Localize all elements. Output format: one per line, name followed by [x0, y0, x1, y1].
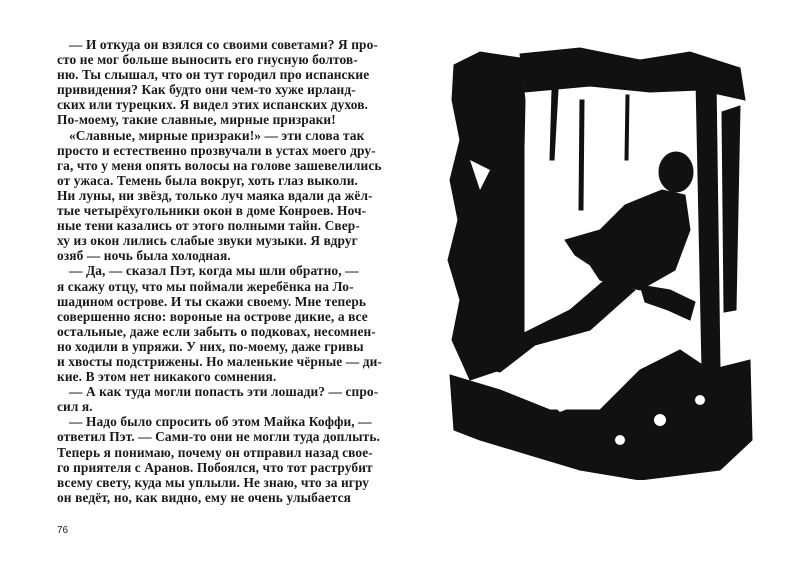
- text-line: сто не мог больше выносить его гнусную болтов-: [57, 52, 358, 68]
- text-line: сил я.: [57, 399, 93, 415]
- text-line: го приятеля с Аранов. Побоялся, что тот раструбит: [57, 459, 373, 475]
- text-line: но ходили в упряжи. У них, по-моему, даже гривы: [57, 338, 364, 354]
- text-line: — И откуда он взялся со своими советами? Я про-: [69, 37, 378, 52]
- page-number: 76: [57, 525, 69, 536]
- text-line: тые четырёхугольники окон в доме Конроев. Ноч-: [57, 203, 367, 219]
- text-line: — Надо было спросить об этом Майка Коффи, —: [69, 414, 372, 430]
- door-post-left: [504, 88, 524, 338]
- text-line: всему свету, куда мы уплыли. Не знаю, что за игру: [57, 474, 370, 490]
- text-line: ные тени казались от этого полными тайн. Свер-: [57, 218, 360, 234]
- text-line: — Да, — сказал Пэт, когда мы шли обратно, —: [69, 263, 359, 279]
- figure-head: [659, 152, 693, 192]
- text-line: остальные, даже если забыть о подковах, несомнен-: [57, 323, 376, 339]
- text-line: га, что у меня опять волосы на голове зашевелились: [57, 157, 382, 173]
- text-line: он ведёт, но, как видно, ему не очень улыбается: [57, 489, 351, 505]
- figure-front-leg: [640, 285, 695, 320]
- text-line: — А как туда могли попасть эти лошади? — спро-: [69, 384, 379, 400]
- text-line: просто и естественно прозвучали в устах моего дру-: [57, 142, 376, 158]
- text-line: «Славные, мирные призраки!» — эти слова так: [69, 127, 365, 143]
- text-line: ских или турецких. Я видел этих испанских духов.: [57, 97, 368, 113]
- text-line: привидения? Как будто они чем-то хуже ирланд-: [57, 82, 356, 98]
- text-line: кие. В этом нет никакого сомнения.: [57, 369, 277, 385]
- door-post-right: [696, 80, 720, 370]
- illustration-boy-running-icon: [440, 40, 760, 480]
- text-line: ню. Ты слышал, что он тут городил про испанские: [57, 67, 370, 83]
- figure-body: [565, 190, 690, 290]
- text-line: совершенно ясно: вороные на острове дикие, а все: [57, 308, 368, 324]
- text-line: от ужаса. Темень была вокруг, хоть глаз выколи.: [57, 172, 358, 188]
- text-line: Ни луны, ни звёзд, только луч маяка вдали да жёл-: [57, 187, 373, 203]
- left-page-text: [57, 37, 382, 505]
- text-line: ответил Пэт. — Сами-то они не могли туда доплыть.: [57, 429, 380, 445]
- door-post-far-right: [722, 106, 740, 312]
- text-line: и хвосты подстрижены. Но маленькие чёрные — ди-: [57, 353, 382, 369]
- text-line: озяб — ночь была холодная.: [57, 248, 231, 264]
- text-line: я скажу отцу, что мы поймали жеребёнка на Ло-: [57, 278, 354, 294]
- text-line: шадином острове. И ты скажи своему. Мне теперь: [57, 293, 367, 309]
- text-line: По-моему, такие славные, мирные призраки!: [57, 112, 336, 128]
- text-line: ху из окон лились слабые звуки музыки. Я вдруг: [57, 233, 358, 249]
- text-line: Теперь я понимаю, почему он отправил назад свое-: [57, 444, 373, 460]
